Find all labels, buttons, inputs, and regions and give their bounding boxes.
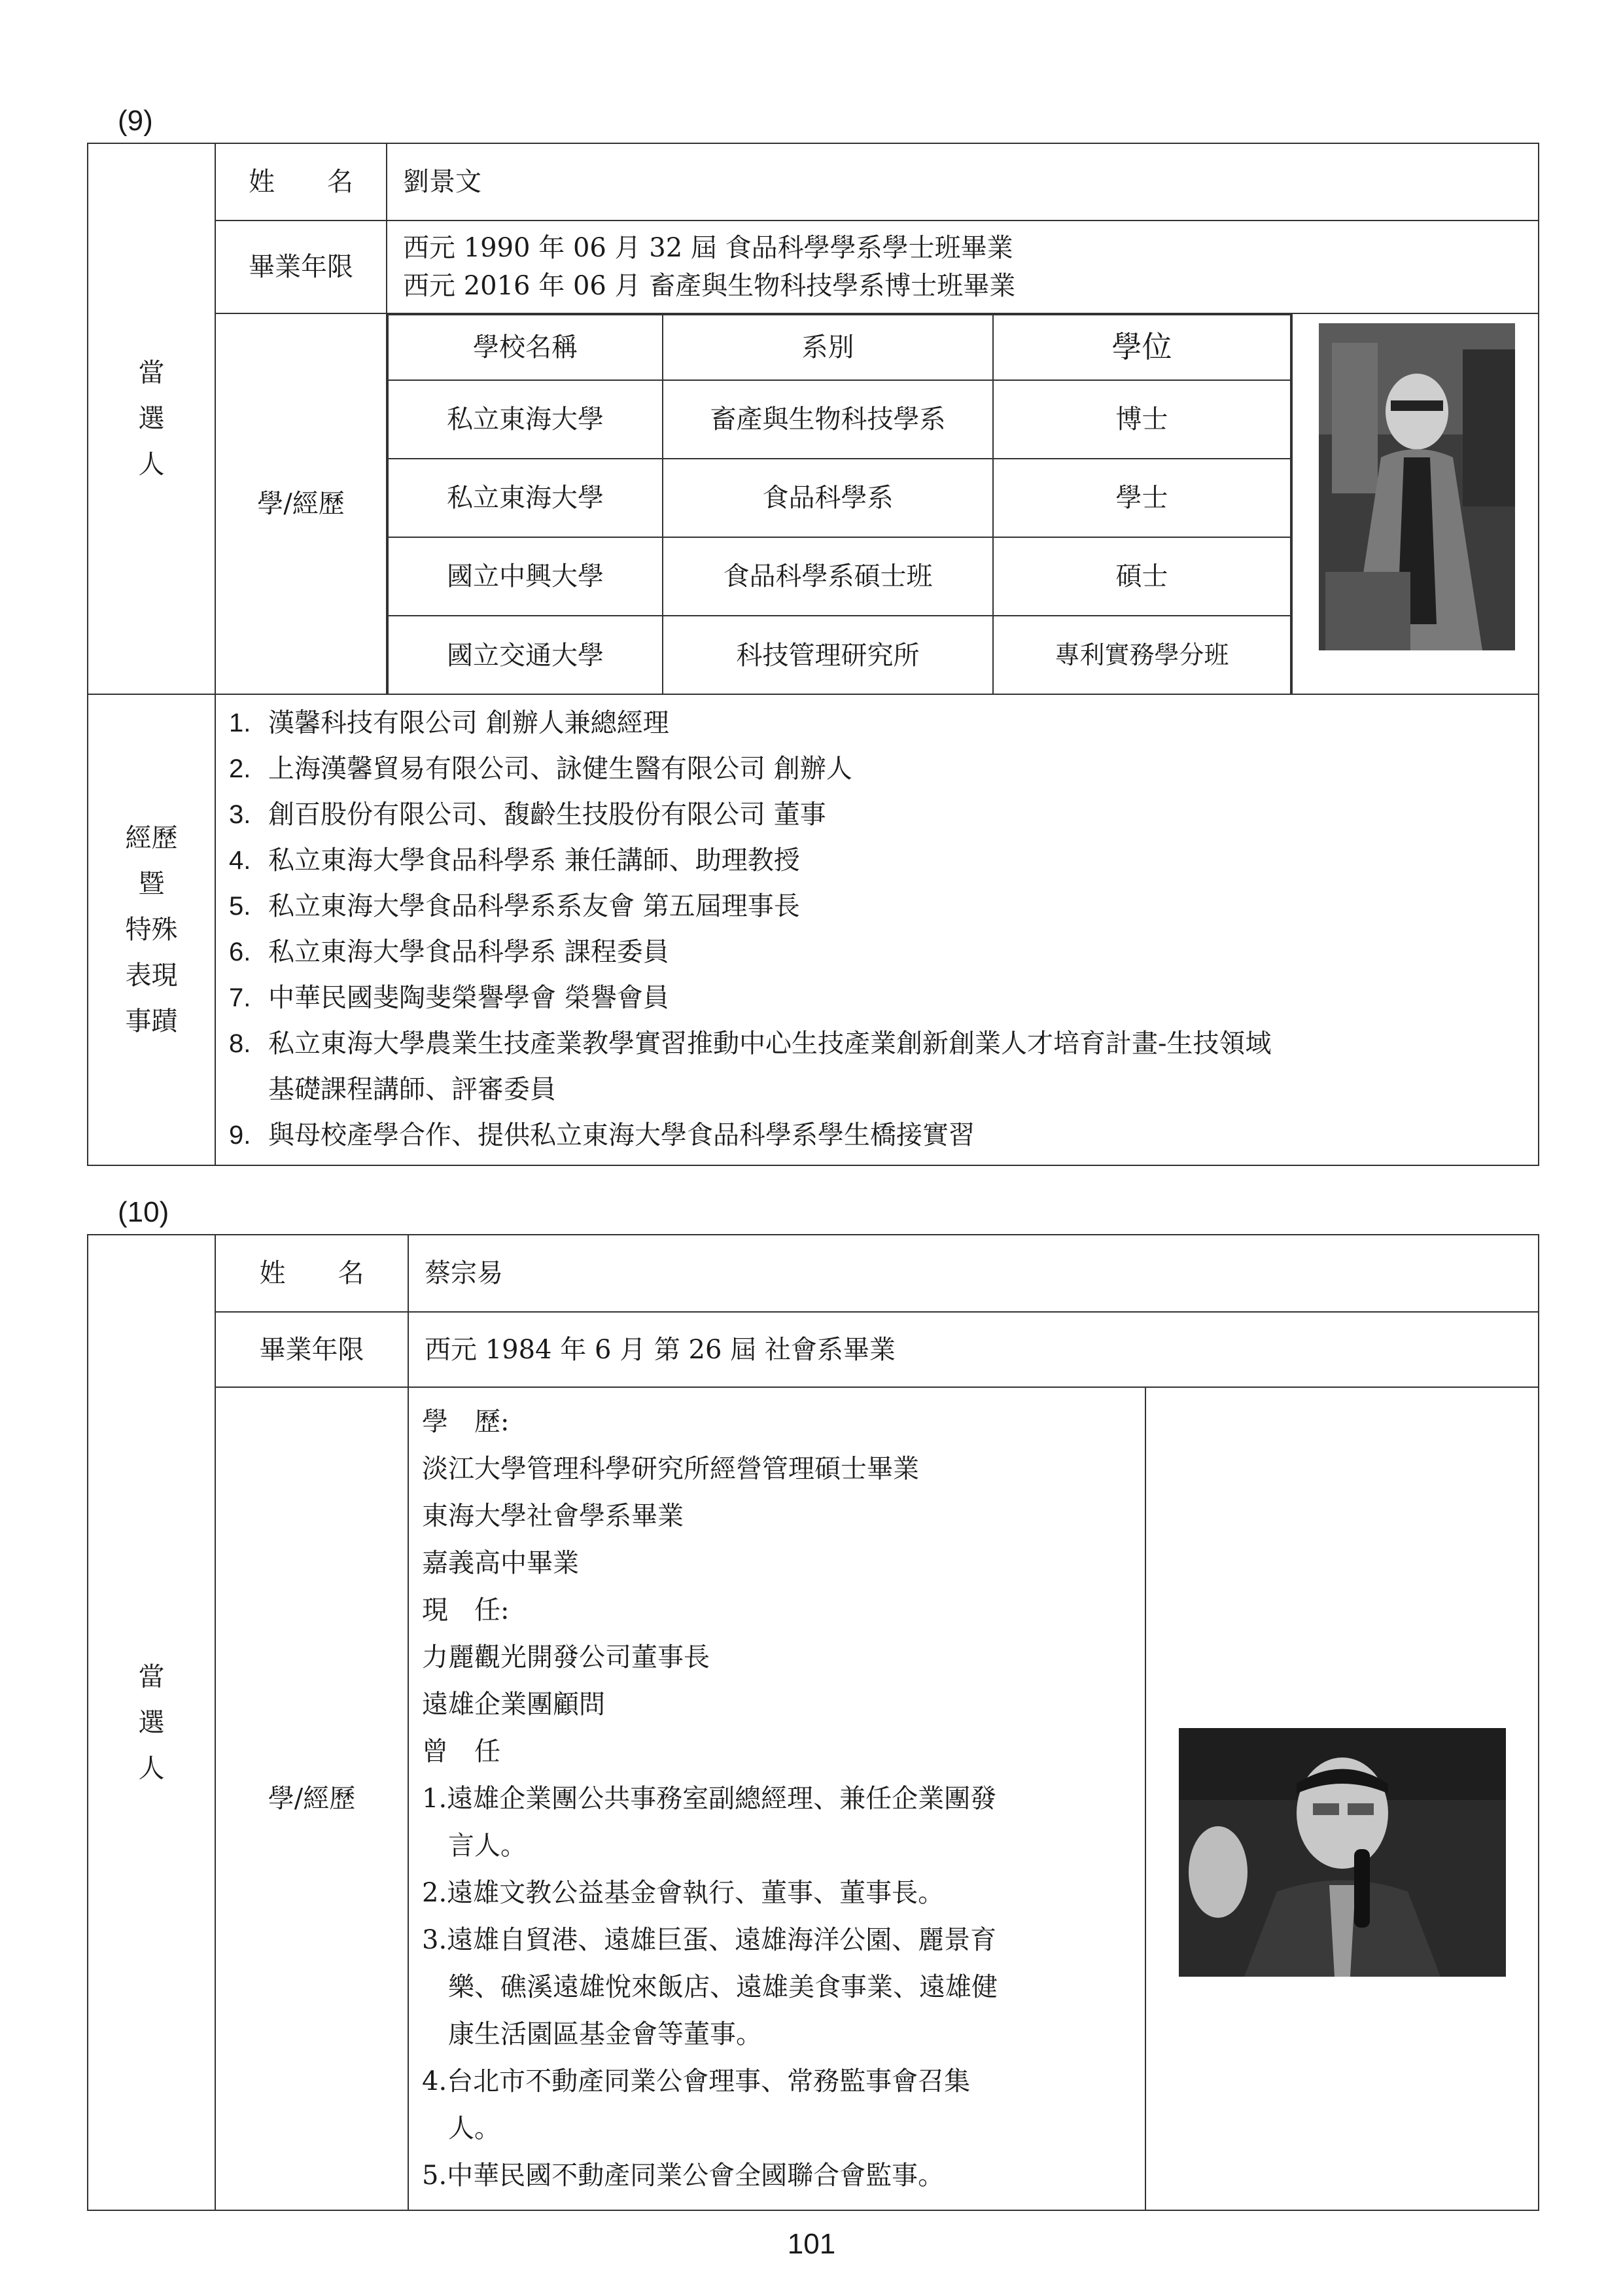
- candidate-photo-icon: [1319, 323, 1515, 650]
- list-item: 6. 私立東海大學食品科學系 課程委員: [229, 937, 669, 967]
- exp-line: 3.遠雄自貿港、遠雄巨蛋、遠雄海洋公園、麗景育: [422, 1925, 997, 1955]
- exp-line: 力麗觀光開發公司董事長: [422, 1642, 710, 1672]
- record-10-index: (10): [118, 1196, 169, 1228]
- grad-info: [387, 221, 1539, 313]
- edu-label: 學/經歷: [215, 1387, 408, 2210]
- list-item: 3. 創百股份有限公司、馥齡生技股份有限公司 董事: [229, 800, 826, 830]
- name-label: 姓 名: [215, 143, 387, 221]
- exp-line: 5.中華民國不動產同業公會全國聯合會監事。: [422, 2161, 945, 2191]
- grad-info: 西元 1984 年 6 月 第 26 屆 社會系畢業: [408, 1312, 1539, 1387]
- photo-cell: [1291, 314, 1538, 694]
- list-item: 7. 中華民國斐陶斐榮譽學會 榮譽會員: [229, 983, 669, 1013]
- edu-header: 學校名稱: [388, 315, 663, 380]
- grad-line: 西元 1990 年 06 月 32 屆 食品科學學系學士班畢業: [403, 233, 1013, 263]
- exp-line: 淡江大學管理科學研究所經營管理碩士畢業: [422, 1454, 919, 1484]
- candidate-photo-icon: [1179, 1728, 1506, 1977]
- exp-line: 人。: [422, 2113, 500, 2144]
- edu-cell-school: 國立交通大學: [388, 616, 663, 694]
- exp-line: 言人。: [422, 1831, 527, 1861]
- experience-cell: [215, 694, 1539, 1165]
- edu-cell-dept: 食品科學系碩士班: [663, 537, 993, 616]
- grad-line: 西元 2016 年 06 月 畜產與生物科技學系博士班畢業: [403, 271, 1016, 301]
- edu-cell-school: 國立中興大學: [388, 537, 663, 616]
- exp-line: 1.遠雄企業團公共事務室副總經理、兼任企業團發: [422, 1784, 997, 1814]
- exp-line: 現 任:: [422, 1595, 510, 1625]
- list-item: 8. 私立東海大學農業生技產業教學實習推動中心生技產業創新創業人才培育計畫-生技領域: [229, 1029, 1272, 1059]
- edu-cell-dept: 畜產與生物科技學系: [663, 380, 993, 459]
- name-label: 姓 名: [215, 1235, 408, 1312]
- edu-cell-degree: 博士: [993, 380, 1291, 459]
- candidate-name: 蔡宗易: [408, 1235, 1539, 1312]
- edu-cell-degree: 學士: [993, 459, 1291, 537]
- exp-line: 嘉義高中畢業: [422, 1548, 579, 1578]
- exp-line: 東海大學社會學系畢業: [422, 1501, 684, 1531]
- edu-header: 學位: [993, 315, 1291, 380]
- exp-line: 樂、礁溪遠雄悅來飯店、遠雄美食事業、遠雄健: [422, 1972, 998, 2002]
- list-item: 1. 漢馨科技有限公司 創辦人兼總經理: [229, 708, 669, 738]
- education-table: [387, 314, 1291, 694]
- edu-cell-school: 私立東海大學: [388, 380, 663, 459]
- exp-line: 學 歷:: [422, 1407, 510, 1437]
- list-item: 5. 私立東海大學食品科學系系友會 第五屆理事長: [229, 891, 800, 921]
- record-9-exp-label: 經歷 暨 特殊 表現 事蹟: [88, 694, 215, 1165]
- edu-cell-degree: 專利實務學分班: [993, 616, 1291, 694]
- edu-cell: [387, 313, 1539, 694]
- experience-cell: [408, 1387, 1145, 2210]
- list-item: 9. 與母校產學合作、提供私立東海大學食品科學系學生橋接實習: [229, 1120, 975, 1150]
- edu-cell-school: 私立東海大學: [388, 459, 663, 537]
- grad-label: 畢業年限: [215, 221, 387, 313]
- experience-list: [216, 695, 1538, 1163]
- record-9-table: [87, 143, 1539, 1166]
- list-item: 2. 上海漢馨貿易有限公司、詠健生醫有限公司 創辦人: [229, 754, 852, 784]
- list-item-continuation: 基礎課程講師、評審委員: [268, 1074, 556, 1104]
- exp-line: 2.遠雄文教公益基金會執行、董事、董事長。: [422, 1878, 945, 1908]
- edu-cell-dept: 食品科學系: [663, 459, 993, 537]
- page-number: 101: [787, 2228, 836, 2260]
- record-10-table: [87, 1234, 1539, 2211]
- photo-cell: [1145, 1387, 1539, 2210]
- exp-line: 康生活園區基金會等董事。: [422, 2019, 762, 2049]
- candidate-name: 劉景文: [387, 143, 1539, 221]
- exp-line: 4.台北市不動產同業公會理事、常務監事會召集: [422, 2066, 971, 2096]
- exp-line: 遠雄企業團顧問: [422, 1689, 605, 1720]
- record-9-side-label: 當 選 人: [88, 143, 215, 694]
- grad-label: 畢業年限: [215, 1312, 408, 1387]
- edu-cell-degree: 碩士: [993, 537, 1291, 616]
- record-9-index: (9): [118, 105, 153, 137]
- edu-header: 系別: [663, 315, 993, 380]
- record-10-side-label: 當 選 人: [88, 1235, 215, 2210]
- exp-line: 曾 任: [422, 1737, 500, 1767]
- edu-cell-dept: 科技管理研究所: [663, 616, 993, 694]
- edu-label: 學/經歷: [215, 313, 387, 694]
- list-item: 4. 私立東海大學食品科學系 兼任講師、助理教授: [229, 845, 800, 875]
